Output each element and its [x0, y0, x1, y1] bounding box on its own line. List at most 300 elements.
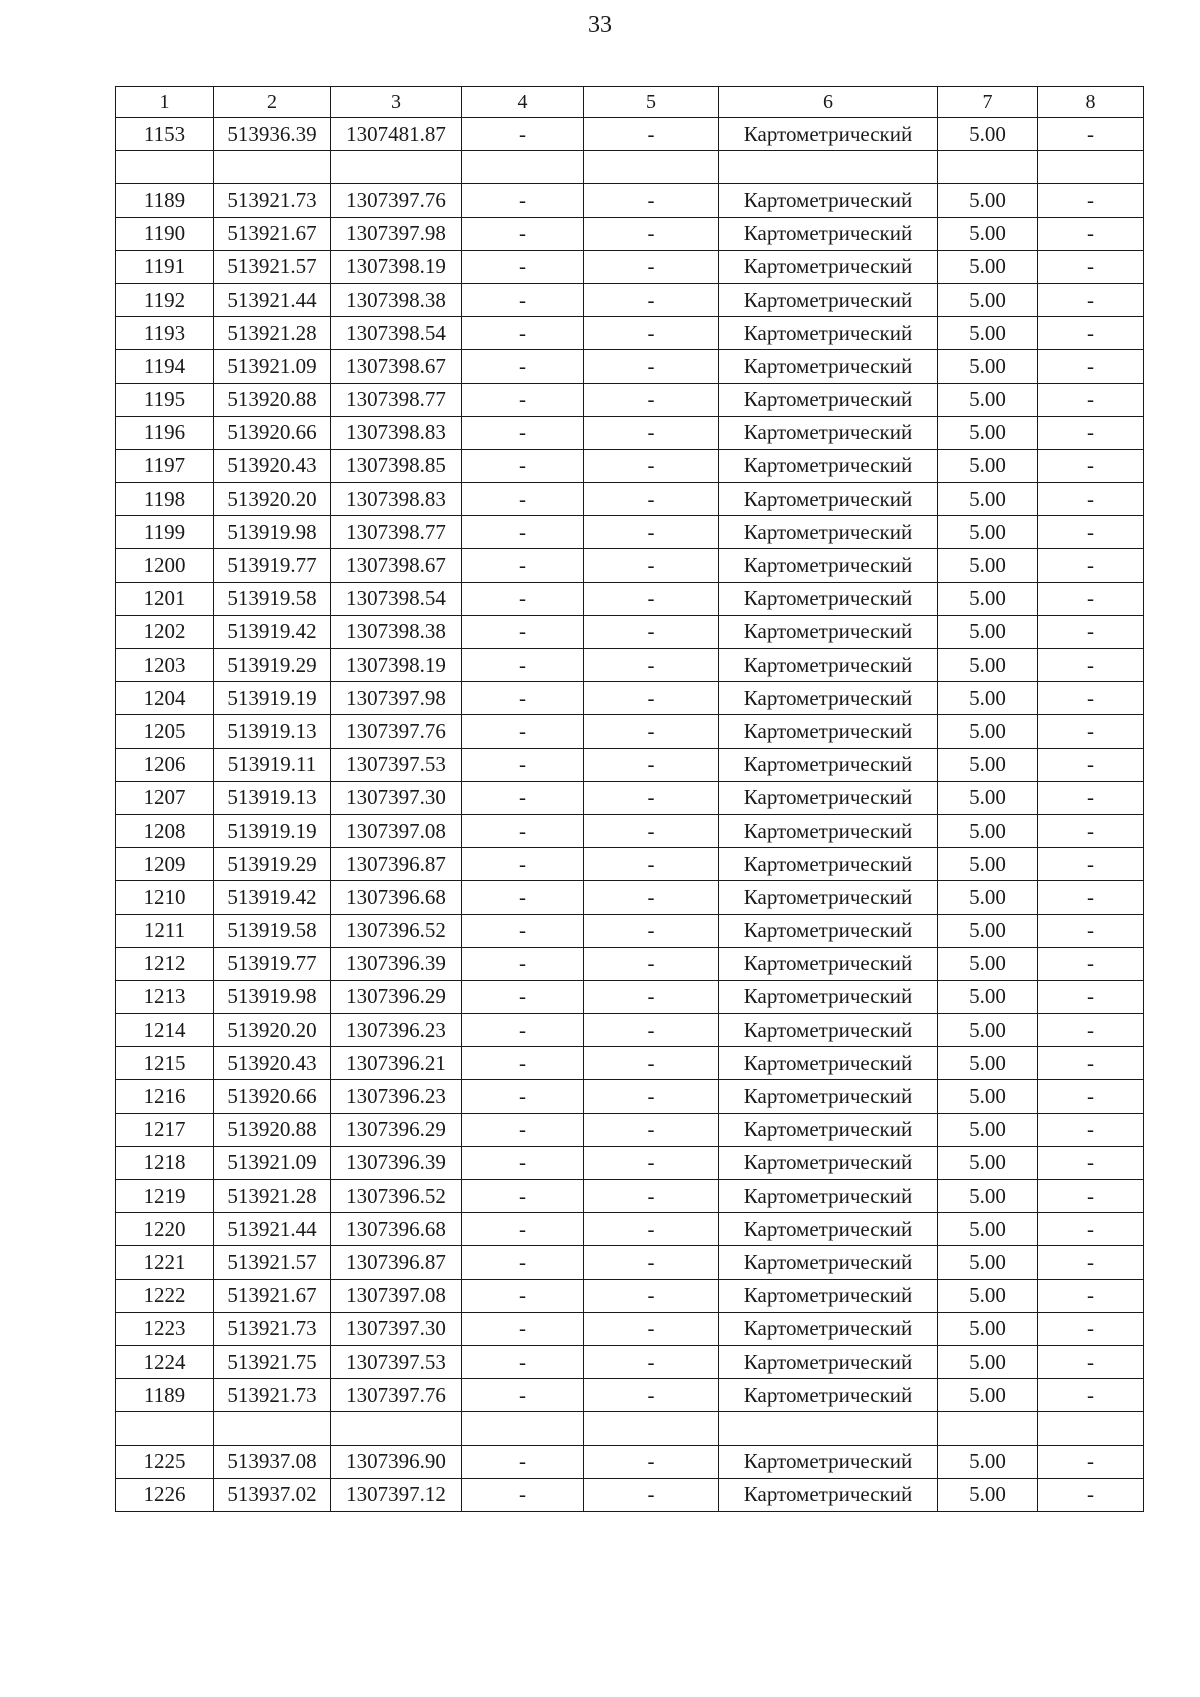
cell-method: Картометрический	[719, 118, 938, 151]
cell-col-5: -	[584, 748, 719, 781]
cell-col-8: -	[1038, 1345, 1144, 1378]
table-row	[116, 1445, 1144, 1478]
table-row	[116, 118, 1144, 151]
cell-col-4: -	[462, 416, 584, 449]
cell-col-5: -	[584, 980, 719, 1013]
cell-y-coordinate: 1307396.52	[331, 914, 462, 947]
cell-col-4: -	[462, 781, 584, 814]
cell-method: Картометрический	[719, 682, 938, 715]
table-row	[116, 781, 1144, 814]
cell-accuracy: 5.00	[938, 317, 1038, 350]
cell-point-number: 1193	[116, 317, 214, 350]
cell-accuracy: 5.00	[938, 715, 1038, 748]
cell-x-coordinate: 513920.20	[214, 483, 331, 516]
cell-col-4: -	[462, 449, 584, 482]
cell-col-5: -	[584, 1014, 719, 1047]
cell-col-4: -	[462, 848, 584, 881]
cell-point-number: 1223	[116, 1312, 214, 1345]
cell-x-coordinate: 513919.98	[214, 516, 331, 549]
cell-point-number: 1222	[116, 1279, 214, 1312]
cell-col-4	[462, 1412, 584, 1445]
cell-y-coordinate: 1307398.85	[331, 449, 462, 482]
cell-col-4: -	[462, 1180, 584, 1213]
cell-method: Картометрический	[719, 1113, 938, 1146]
cell-col-5: -	[584, 1478, 719, 1511]
cell-point-number: 1212	[116, 947, 214, 980]
cell-col-5: -	[584, 1246, 719, 1279]
cell-point-number: 1225	[116, 1445, 214, 1478]
cell-x-coordinate: 513919.42	[214, 615, 331, 648]
cell-x-coordinate: 513920.88	[214, 383, 331, 416]
cell-point-number: 1197	[116, 449, 214, 482]
cell-col-8: -	[1038, 748, 1144, 781]
cell-y-coordinate: 1307396.39	[331, 947, 462, 980]
cell-y-coordinate: 1307397.12	[331, 1478, 462, 1511]
table-row	[116, 516, 1144, 549]
cell-col-4: -	[462, 682, 584, 715]
cell-point-number: 1200	[116, 549, 214, 582]
cell-col-8: -	[1038, 715, 1144, 748]
cell-col-4: -	[462, 1213, 584, 1246]
cell-col-4: -	[462, 1146, 584, 1179]
cell-col-4: -	[462, 317, 584, 350]
cell-method: Картометрический	[719, 615, 938, 648]
cell-col-8: -	[1038, 781, 1144, 814]
cell-col-8: -	[1038, 1246, 1144, 1279]
table-row	[116, 1047, 1144, 1080]
table-row	[116, 748, 1144, 781]
cell-x-coordinate	[214, 1412, 331, 1445]
cell-method: Картометрический	[719, 283, 938, 316]
cell-y-coordinate: 1307398.54	[331, 582, 462, 615]
cell-col-5: -	[584, 649, 719, 682]
cell-x-coordinate: 513920.43	[214, 1047, 331, 1080]
coordinates-table	[115, 86, 1144, 1512]
cell-x-coordinate: 513919.29	[214, 649, 331, 682]
cell-col-4: -	[462, 118, 584, 151]
cell-method: Картометрический	[719, 748, 938, 781]
cell-accuracy: 5.00	[938, 1246, 1038, 1279]
cell-x-coordinate: 513919.11	[214, 748, 331, 781]
cell-y-coordinate: 1307397.08	[331, 814, 462, 847]
cell-col-8: -	[1038, 350, 1144, 383]
cell-method: Картометрический	[719, 1345, 938, 1378]
cell-col-8: -	[1038, 1312, 1144, 1345]
cell-method: Картометрический	[719, 881, 938, 914]
cell-col-4: -	[462, 814, 584, 847]
cell-x-coordinate: 513919.58	[214, 914, 331, 947]
cell-col-5: -	[584, 914, 719, 947]
cell-y-coordinate: 1307398.19	[331, 649, 462, 682]
cell-col-8: -	[1038, 947, 1144, 980]
cell-method: Картометрический	[719, 184, 938, 217]
cell-x-coordinate: 513919.58	[214, 582, 331, 615]
cell-x-coordinate: 513921.09	[214, 1146, 331, 1179]
table-row	[116, 1146, 1144, 1179]
cell-col-8: -	[1038, 516, 1144, 549]
cell-point-number: 1153	[116, 118, 214, 151]
table-row	[116, 881, 1144, 914]
cell-col-8: -	[1038, 914, 1144, 947]
cell-col-5: -	[584, 881, 719, 914]
cell-method: Картометрический	[719, 649, 938, 682]
header-cell-col-8: 8	[1038, 87, 1144, 118]
cell-y-coordinate: 1307396.68	[331, 1213, 462, 1246]
cell-y-coordinate: 1307396.23	[331, 1014, 462, 1047]
cell-col-5	[584, 1412, 719, 1445]
cell-accuracy: 5.00	[938, 1345, 1038, 1378]
cell-point-number: 1215	[116, 1047, 214, 1080]
cell-accuracy: 5.00	[938, 416, 1038, 449]
cell-accuracy: 5.00	[938, 615, 1038, 648]
cell-col-4: -	[462, 250, 584, 283]
cell-col-5: -	[584, 1047, 719, 1080]
cell-method: Картометрический	[719, 1379, 938, 1412]
cell-accuracy	[938, 1412, 1038, 1445]
cell-col-4: -	[462, 1080, 584, 1113]
cell-col-4: -	[462, 516, 584, 549]
cell-col-8: -	[1038, 118, 1144, 151]
cell-y-coordinate: 1307396.52	[331, 1180, 462, 1213]
cell-y-coordinate: 1307398.67	[331, 549, 462, 582]
cell-col-5: -	[584, 383, 719, 416]
cell-x-coordinate: 513921.28	[214, 317, 331, 350]
cell-col-4: -	[462, 1345, 584, 1378]
table-row	[116, 317, 1144, 350]
cell-accuracy: 5.00	[938, 350, 1038, 383]
cell-method: Картометрический	[719, 516, 938, 549]
cell-method: Картометрический	[719, 1146, 938, 1179]
cell-point-number: 1211	[116, 914, 214, 947]
cell-y-coordinate: 1307397.53	[331, 748, 462, 781]
cell-x-coordinate: 513936.39	[214, 118, 331, 151]
cell-accuracy: 5.00	[938, 1213, 1038, 1246]
cell-point-number: 1218	[116, 1146, 214, 1179]
cell-point-number: 1221	[116, 1246, 214, 1279]
cell-point-number: 1201	[116, 582, 214, 615]
cell-accuracy: 5.00	[938, 781, 1038, 814]
cell-point-number: 1209	[116, 848, 214, 881]
cell-method: Картометрический	[719, 350, 938, 383]
cell-y-coordinate: 1307398.19	[331, 250, 462, 283]
cell-point-number: 1195	[116, 383, 214, 416]
cell-x-coordinate: 513919.77	[214, 549, 331, 582]
cell-method: Картометрический	[719, 715, 938, 748]
cell-col-8: -	[1038, 1379, 1144, 1412]
cell-col-4: -	[462, 483, 584, 516]
cell-x-coordinate: 513921.67	[214, 1279, 331, 1312]
cell-col-8: -	[1038, 383, 1144, 416]
cell-col-5: -	[584, 549, 719, 582]
cell-point-number: 1199	[116, 516, 214, 549]
cell-method: Картометрический	[719, 416, 938, 449]
cell-method: Картометрический	[719, 947, 938, 980]
cell-y-coordinate: 1307398.67	[331, 350, 462, 383]
cell-method: Картометрический	[719, 781, 938, 814]
cell-y-coordinate: 1307398.54	[331, 317, 462, 350]
table-row	[116, 449, 1144, 482]
cell-accuracy: 5.00	[938, 1445, 1038, 1478]
cell-point-number: 1191	[116, 250, 214, 283]
cell-col-4: -	[462, 615, 584, 648]
cell-point-number: 1224	[116, 1345, 214, 1378]
cell-col-4: -	[462, 184, 584, 217]
cell-accuracy: 5.00	[938, 250, 1038, 283]
cell-col-8: -	[1038, 1047, 1144, 1080]
table-row	[116, 184, 1144, 217]
cell-y-coordinate: 1307398.38	[331, 615, 462, 648]
cell-x-coordinate: 513921.73	[214, 1379, 331, 1412]
cell-method: Картометрический	[719, 449, 938, 482]
table-row	[116, 1080, 1144, 1113]
cell-method: Картометрический	[719, 1047, 938, 1080]
cell-x-coordinate: 513921.73	[214, 1312, 331, 1345]
cell-x-coordinate: 513921.73	[214, 184, 331, 217]
cell-col-4: -	[462, 582, 584, 615]
cell-x-coordinate: 513919.42	[214, 881, 331, 914]
cell-point-number: 1219	[116, 1180, 214, 1213]
cell-col-5: -	[584, 615, 719, 648]
cell-point-number: 1190	[116, 217, 214, 250]
cell-col-5: -	[584, 416, 719, 449]
cell-col-8: -	[1038, 881, 1144, 914]
cell-col-4: -	[462, 283, 584, 316]
table-row	[116, 615, 1144, 648]
cell-method: Картометрический	[719, 1312, 938, 1345]
table-row	[116, 715, 1144, 748]
cell-y-coordinate: 1307397.53	[331, 1345, 462, 1378]
cell-y-coordinate: 1307396.90	[331, 1445, 462, 1478]
cell-accuracy: 5.00	[938, 649, 1038, 682]
cell-col-5: -	[584, 682, 719, 715]
cell-method: Картометрический	[719, 1246, 938, 1279]
cell-col-4: -	[462, 1014, 584, 1047]
cell-x-coordinate: 513919.19	[214, 682, 331, 715]
cell-y-coordinate: 1307397.76	[331, 1379, 462, 1412]
cell-y-coordinate: 1307398.77	[331, 516, 462, 549]
table-row	[116, 682, 1144, 715]
cell-col-5: -	[584, 715, 719, 748]
cell-accuracy: 5.00	[938, 1478, 1038, 1511]
cell-col-8: -	[1038, 1445, 1144, 1478]
table-row	[116, 483, 1144, 516]
cell-accuracy: 5.00	[938, 483, 1038, 516]
cell-x-coordinate: 513921.09	[214, 350, 331, 383]
cell-col-5: -	[584, 1379, 719, 1412]
table-row	[116, 1312, 1144, 1345]
cell-y-coordinate: 1307398.83	[331, 483, 462, 516]
cell-col-8: -	[1038, 449, 1144, 482]
cell-point-number: 1204	[116, 682, 214, 715]
cell-col-5: -	[584, 848, 719, 881]
cell-y-coordinate: 1307396.29	[331, 980, 462, 1013]
cell-x-coordinate: 513921.28	[214, 1180, 331, 1213]
cell-col-5: -	[584, 283, 719, 316]
cell-y-coordinate: 1307396.87	[331, 1246, 462, 1279]
cell-point-number: 1196	[116, 416, 214, 449]
cell-col-4: -	[462, 1445, 584, 1478]
cell-accuracy: 5.00	[938, 549, 1038, 582]
cell-col-5: -	[584, 184, 719, 217]
cell-col-8: -	[1038, 217, 1144, 250]
cell-col-8: -	[1038, 980, 1144, 1013]
cell-accuracy: 5.00	[938, 814, 1038, 847]
cell-accuracy: 5.00	[938, 1080, 1038, 1113]
table-row	[116, 848, 1144, 881]
cell-point-number: 1202	[116, 615, 214, 648]
cell-col-5: -	[584, 814, 719, 847]
cell-col-4: -	[462, 1113, 584, 1146]
cell-x-coordinate: 513920.66	[214, 416, 331, 449]
cell-col-4: -	[462, 649, 584, 682]
cell-col-4: -	[462, 715, 584, 748]
cell-col-8: -	[1038, 1146, 1144, 1179]
cell-col-4: -	[462, 748, 584, 781]
cell-col-5: -	[584, 317, 719, 350]
cell-accuracy: 5.00	[938, 682, 1038, 715]
table-body	[116, 118, 1144, 1512]
cell-accuracy: 5.00	[938, 1279, 1038, 1312]
table-row	[116, 1113, 1144, 1146]
cell-col-8: -	[1038, 582, 1144, 615]
table-row	[116, 416, 1144, 449]
cell-point-number: 1198	[116, 483, 214, 516]
cell-y-coordinate: 1307397.08	[331, 1279, 462, 1312]
table-row	[116, 217, 1144, 250]
cell-col-5: -	[584, 217, 719, 250]
table-row	[116, 582, 1144, 615]
cell-col-4: -	[462, 383, 584, 416]
cell-col-5: -	[584, 250, 719, 283]
cell-col-4: -	[462, 1279, 584, 1312]
cell-method: Картометрический	[719, 1445, 938, 1478]
table-row	[116, 1180, 1144, 1213]
cell-y-coordinate: 1307398.38	[331, 283, 462, 316]
cell-col-5: -	[584, 1080, 719, 1113]
cell-col-8: -	[1038, 682, 1144, 715]
cell-method: Картометрический	[719, 549, 938, 582]
cell-col-8: -	[1038, 848, 1144, 881]
table-row	[116, 649, 1144, 682]
table-row	[116, 1478, 1144, 1511]
cell-accuracy: 5.00	[938, 283, 1038, 316]
cell-accuracy: 5.00	[938, 1379, 1038, 1412]
cell-col-8: -	[1038, 283, 1144, 316]
cell-point-number: 1217	[116, 1113, 214, 1146]
cell-point-number: 1216	[116, 1080, 214, 1113]
cell-x-coordinate: 513937.02	[214, 1478, 331, 1511]
cell-y-coordinate	[331, 1412, 462, 1445]
table-row	[116, 350, 1144, 383]
cell-x-coordinate: 513921.44	[214, 283, 331, 316]
cell-y-coordinate: 1307397.76	[331, 184, 462, 217]
cell-col-8: -	[1038, 1213, 1144, 1246]
cell-x-coordinate: 513937.08	[214, 1445, 331, 1478]
cell-accuracy: 5.00	[938, 881, 1038, 914]
table-row	[116, 1014, 1144, 1047]
cell-col-5: -	[584, 1146, 719, 1179]
header-cell-col-4: 4	[462, 87, 584, 118]
cell-point-number: 1207	[116, 781, 214, 814]
cell-col-5: -	[584, 1213, 719, 1246]
cell-x-coordinate: 513919.77	[214, 947, 331, 980]
cell-point-number: 1226	[116, 1478, 214, 1511]
cell-y-coordinate: 1307398.77	[331, 383, 462, 416]
cell-accuracy: 5.00	[938, 1014, 1038, 1047]
table-row	[116, 1345, 1144, 1378]
cell-y-coordinate: 1307481.87	[331, 118, 462, 151]
cell-col-4: -	[462, 1379, 584, 1412]
cell-y-coordinate: 1307396.23	[331, 1080, 462, 1113]
cell-method: Картометрический	[719, 1213, 938, 1246]
cell-method: Картометрический	[719, 1478, 938, 1511]
cell-col-5: -	[584, 1180, 719, 1213]
table-row	[116, 151, 1144, 184]
cell-point-number: 1210	[116, 881, 214, 914]
header-cell-col-1: 1	[116, 87, 214, 118]
cell-y-coordinate: 1307396.39	[331, 1146, 462, 1179]
cell-accuracy: 5.00	[938, 383, 1038, 416]
cell-col-8	[1038, 1412, 1144, 1445]
cell-point-number: 1214	[116, 1014, 214, 1047]
cell-col-4: -	[462, 980, 584, 1013]
cell-x-coordinate: 513919.13	[214, 781, 331, 814]
cell-y-coordinate: 1307396.29	[331, 1113, 462, 1146]
cell-x-coordinate: 513921.75	[214, 1345, 331, 1378]
cell-accuracy: 5.00	[938, 118, 1038, 151]
cell-point-number: 1194	[116, 350, 214, 383]
cell-col-8: -	[1038, 814, 1144, 847]
cell-y-coordinate: 1307396.21	[331, 1047, 462, 1080]
cell-x-coordinate: 513919.19	[214, 814, 331, 847]
cell-col-4: -	[462, 549, 584, 582]
cell-col-8: -	[1038, 1478, 1144, 1511]
cell-col-8: -	[1038, 250, 1144, 283]
cell-col-5: -	[584, 118, 719, 151]
header-cell-col-5: 5	[584, 87, 719, 118]
cell-col-8: -	[1038, 549, 1144, 582]
cell-col-5: -	[584, 1345, 719, 1378]
cell-point-number: 1220	[116, 1213, 214, 1246]
cell-x-coordinate: 513920.88	[214, 1113, 331, 1146]
table-row	[116, 914, 1144, 947]
cell-x-coordinate	[214, 151, 331, 184]
cell-point-number: 1189	[116, 1379, 214, 1412]
cell-accuracy: 5.00	[938, 980, 1038, 1013]
cell-col-4: -	[462, 881, 584, 914]
cell-method: Картометрический	[719, 1279, 938, 1312]
cell-col-5	[584, 151, 719, 184]
cell-accuracy: 5.00	[938, 184, 1038, 217]
cell-col-5: -	[584, 1113, 719, 1146]
cell-method: Картометрический	[719, 383, 938, 416]
table-header-row	[116, 87, 1144, 118]
cell-y-coordinate: 1307397.98	[331, 217, 462, 250]
table-row	[116, 980, 1144, 1013]
cell-point-number	[116, 1412, 214, 1445]
cell-col-8: -	[1038, 1180, 1144, 1213]
cell-x-coordinate: 513921.57	[214, 250, 331, 283]
cell-method: Картометрический	[719, 483, 938, 516]
cell-accuracy: 5.00	[938, 449, 1038, 482]
cell-x-coordinate: 513921.57	[214, 1246, 331, 1279]
cell-y-coordinate: 1307397.30	[331, 781, 462, 814]
cell-col-4: -	[462, 1047, 584, 1080]
cell-accuracy: 5.00	[938, 914, 1038, 947]
table-row	[116, 549, 1144, 582]
cell-col-5: -	[584, 449, 719, 482]
table-row	[116, 947, 1144, 980]
